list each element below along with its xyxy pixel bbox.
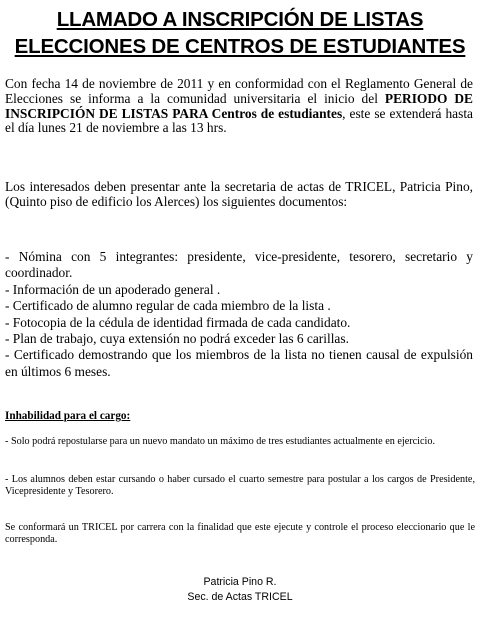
title-line-2: ELECCIONES DE CENTROS DE ESTUDIANTES (14, 35, 466, 58)
list-item: - Fotocopia de la cédula de identidad firmada de cada candidato. (5, 314, 351, 330)
intro-bold-text: PERIODO DE INSCRIPCIÓN DE LISTAS PARA Centros de estudiantes (5, 90, 473, 121)
requirements-list (5, 249, 473, 380)
intro-text-2: , este se extenderá hasta el día lunes 21 de noviembre a las 13 hrs. (5, 105, 473, 136)
list-item: - Plan de trabajo, cuya extensión no podrá exceder las 6 carillas. (5, 331, 349, 347)
list-item: - Certificado de alumno regular de cada miembro de la lista . (5, 298, 331, 314)
list-item: - Certificado demostrando que los miembros de la lista no tienen causal de expulsión en últimos 6 meses. (5, 347, 473, 379)
signature-role: Sec. de Actas TRICEL (187, 591, 293, 603)
list-item: - Información de un apoderado general . (5, 281, 221, 297)
inhabilidad-item-1: - Solo podrá repostularse para un nuevo mandato un máximo de tres estudiantes actualmente en ejercicio. (5, 436, 435, 447)
intro-paragraph (5, 77, 473, 136)
inhabilidad-heading: Inhabilidad para el cargo: (5, 410, 131, 422)
list-item: - Nómina con 5 integrantes: presidente, vice-presidente, tesorero, secretario y coordinador. (5, 249, 473, 281)
intro-text-1: Con fecha 14 de noviembre de 2011 y en conformidad con el Reglamento General de Elecciones se informa a la comunidad universitaria el inicio del (5, 76, 473, 106)
closing-paragraph: Se conformará un TRICEL por carrera con la finalidad que este ejecute y controle el proceso eleccionario que le corresponda. (5, 522, 475, 545)
signature-name: Patricia Pino R. (203, 576, 277, 588)
instructions-paragraph: Los interesados deben presentar ante la secretaria de actas de TRICEL, Patricia Pino, (Quinto piso de edificio los Alerces) los siguientes documentos: (5, 179, 473, 209)
title-line-1: LLAMADO A INSCRIPCIÓN DE LISTAS (56, 8, 424, 31)
inhabilidad-item-2: - Los alumnos deben estar cursando o haber cursado el cuarto semestre para postular a los cargos de Presidente, Vicepresidente y Tesorero. (5, 474, 475, 497)
